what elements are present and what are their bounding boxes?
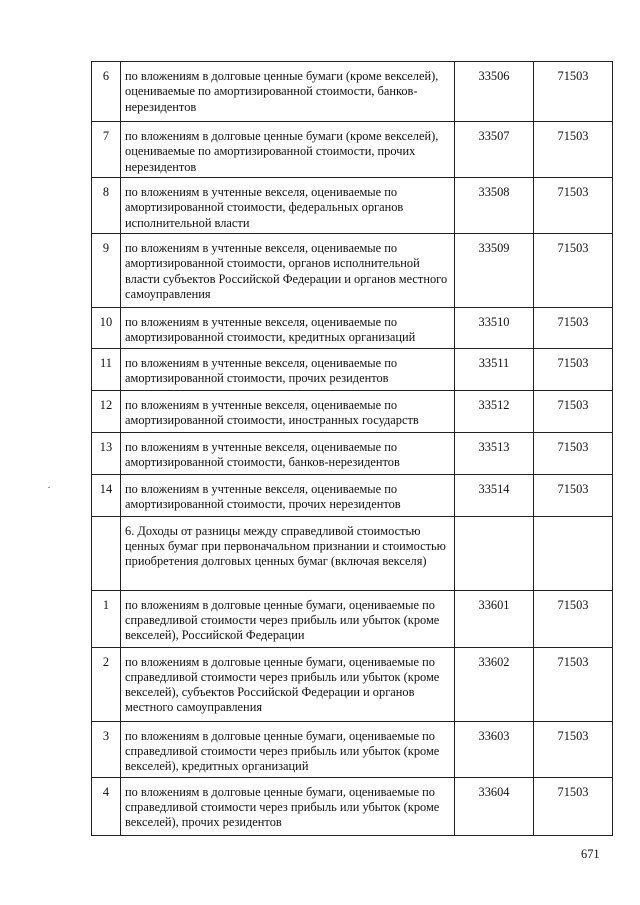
correspondent-account-code-cell [534, 777, 613, 835]
correspondent-account-code: 71503 [557, 397, 589, 412]
correspondent-account-code-cell [534, 348, 613, 390]
account-code-cell [455, 647, 534, 721]
correspondent-account-code-cell [534, 234, 613, 308]
row-number: 8 [102, 185, 110, 199]
correspondent-account-code: 71503 [557, 728, 589, 743]
correspondent-account-code: 71503 [557, 654, 589, 669]
row-number-cell [92, 390, 121, 432]
account-code-cell [455, 348, 534, 390]
row-number: 13 [99, 439, 113, 454]
account-code: 33514 [478, 481, 510, 496]
account-code-cell [455, 62, 534, 122]
row-description: по вложениям в долговые ценные бумаги (кроме векселей), оцениваемые по амортизированной стоимости, прочих нерезидентов [125, 129, 439, 174]
account-code: 33604 [478, 784, 510, 799]
correspondent-account-code: 71503 [557, 185, 589, 199]
row-number-cell [92, 62, 121, 122]
row-description-cell [121, 647, 455, 721]
table-row [92, 178, 613, 234]
row-description: по вложениям в учтенные векселя, оцениваемые по амортизированной стоимости, органов исполнительной власти субъектов Российской Федерации и органов местного самоуправления [125, 241, 448, 301]
table-row [92, 308, 613, 349]
correspondent-account-code-cell [534, 122, 613, 178]
row-description-cell [121, 474, 455, 516]
row-description: по вложениям в долговые ценные бумаги, оцениваемые по справедливой стоимости через прибыль или убыток (кроме векселей), прочих резидентов [125, 784, 440, 830]
row-description-cell [121, 777, 455, 835]
correspondent-account-code-cell [534, 590, 613, 647]
account-code-cell [455, 122, 534, 178]
account-code: 33601 [478, 597, 510, 612]
row-number: 6 [102, 69, 110, 83]
row-description-cell [121, 234, 455, 308]
row-description: по вложениям в долговые ценные бумаги, оцениваемые по справедливой стоимости через прибыль или убыток (кроме векселей), субъектов Российской Федерации и органов местного самоуправления [125, 654, 440, 715]
row-description: по вложениям в долговые ценные бумаги, оцениваемые по справедливой стоимости через прибыль или убыток (кроме векселей), Российской Федерации [125, 597, 440, 643]
correspondent-account-code: 71503 [557, 129, 589, 143]
account-code-cell [455, 390, 534, 432]
table-row [92, 721, 613, 777]
account-code: 33603 [478, 728, 510, 743]
account-code-cell [455, 432, 534, 474]
account-code: 33513 [478, 439, 510, 454]
row-number: 9 [102, 241, 110, 255]
row-number: 14 [99, 481, 113, 496]
correspondent-account-code-cell [534, 721, 613, 777]
correspondent-account-code [534, 517, 612, 524]
correspondent-account-code-cell [534, 647, 613, 721]
row-number-cell [92, 777, 121, 835]
table-row [92, 390, 613, 432]
row-number-cell [92, 178, 121, 234]
row-number-cell [92, 474, 121, 516]
correspondent-account-code-cell [534, 516, 613, 590]
row-description: по вложениям в долговые ценные бумаги, оцениваемые по справедливой стоимости через прибыль или убыток (кроме векселей), кредитных организаций [125, 728, 440, 774]
row-description: по вложениям в учтенные векселя, оцениваемые по амортизированной стоимости, иностранных государств [125, 397, 419, 427]
row-description: по вложениям в учтенные векселя, оцениваемые по амортизированной стоимости, банков-нерезидентов [125, 439, 400, 469]
account-code: 33507 [478, 129, 510, 143]
row-description-cell [121, 721, 455, 777]
correspondent-account-code-cell [534, 390, 613, 432]
account-code: 33509 [478, 241, 510, 255]
row-description-cell [121, 122, 455, 178]
table-row [92, 516, 613, 590]
table-row [92, 348, 613, 390]
correspondent-account-code: 71503 [557, 241, 589, 255]
row-description-cell [121, 348, 455, 390]
page-number: 671 [581, 847, 600, 861]
row-number-cell [92, 721, 121, 777]
row-description-cell [121, 308, 455, 349]
row-number-cell [92, 348, 121, 390]
row-number [92, 517, 120, 524]
row-number: 7 [102, 129, 110, 143]
correspondent-account-code: 71503 [557, 784, 589, 799]
table-row [92, 474, 613, 516]
table-row [92, 62, 613, 122]
account-code-cell [455, 590, 534, 647]
row-number-cell [92, 432, 121, 474]
correspondent-account-code-cell [534, 178, 613, 234]
account-code: 33511 [478, 355, 510, 370]
table-row [92, 590, 613, 647]
row-description-cell [121, 516, 455, 590]
correspondent-account-code: 71503 [557, 315, 589, 329]
account-code-cell [455, 178, 534, 234]
row-description-cell [121, 178, 455, 234]
accounts-table [91, 61, 613, 836]
row-description: по вложениям в учтенные векселя, оцениваемые по амортизированной стоимости, прочих резидентов [125, 355, 398, 385]
row-number: 11 [100, 355, 112, 370]
account-code: 33512 [478, 397, 510, 412]
row-description: по вложениям в долговые ценные бумаги (кроме векселей), оцениваемые по амортизированной стоимости, банков-нерезидентов [125, 69, 439, 114]
account-code-cell [455, 777, 534, 835]
table-row [92, 777, 613, 835]
correspondent-account-code-cell [534, 62, 613, 122]
row-description: по вложениям в учтенные векселя, оцениваемые по амортизированной стоимости, кредитных организаций [125, 315, 416, 345]
accounts-table-body [92, 62, 613, 836]
account-code-cell [455, 516, 534, 590]
row-description: по вложениям в учтенные векселя, оцениваемые по амортизированной стоимости, прочих нерезидентов [125, 481, 401, 511]
row-number-cell [92, 234, 121, 308]
correspondent-account-code-cell [534, 432, 613, 474]
correspondent-account-code: 71503 [557, 439, 589, 454]
row-number: 2 [102, 654, 110, 669]
row-number: 12 [99, 397, 113, 412]
correspondent-account-code: 71503 [557, 355, 589, 370]
table-row [92, 432, 613, 474]
row-description: 6. Доходы от разницы между справедливой стоимостью ценных бумаг при первоначальном признании и стоимостью приобретения долговых ценных бумаг (включая векселя) [125, 523, 446, 569]
scan-speck [48, 487, 50, 488]
account-code: 33506 [478, 69, 510, 83]
row-description-cell [121, 432, 455, 474]
account-code: 33510 [478, 315, 510, 329]
account-code [455, 517, 533, 524]
table-row [92, 647, 613, 721]
correspondent-account-code-cell [534, 474, 613, 516]
row-number-cell [92, 308, 121, 349]
row-number: 3 [102, 728, 110, 743]
account-code: 33602 [478, 654, 510, 669]
row-number: 4 [102, 784, 110, 799]
account-code-cell [455, 308, 534, 349]
row-number-cell [92, 590, 121, 647]
row-description-cell [121, 590, 455, 647]
correspondent-account-code: 71503 [557, 481, 589, 496]
row-number-cell [92, 516, 121, 590]
account-code-cell [455, 721, 534, 777]
table-row [92, 122, 613, 178]
row-description-cell [121, 62, 455, 122]
row-number: 10 [99, 315, 113, 329]
correspondent-account-code: 71503 [557, 597, 589, 612]
row-number: 1 [102, 597, 110, 612]
account-code: 33508 [478, 185, 510, 199]
account-code-cell [455, 234, 534, 308]
row-number-cell [92, 647, 121, 721]
table-row [92, 234, 613, 308]
account-code-cell [455, 474, 534, 516]
row-description-cell [121, 390, 455, 432]
row-description: по вложениям в учтенные векселя, оцениваемые по амортизированной стоимости, федеральных органов исполнительной власти [125, 185, 404, 230]
correspondent-account-code: 71503 [557, 69, 589, 83]
correspondent-account-code-cell [534, 308, 613, 349]
row-number-cell [92, 122, 121, 178]
